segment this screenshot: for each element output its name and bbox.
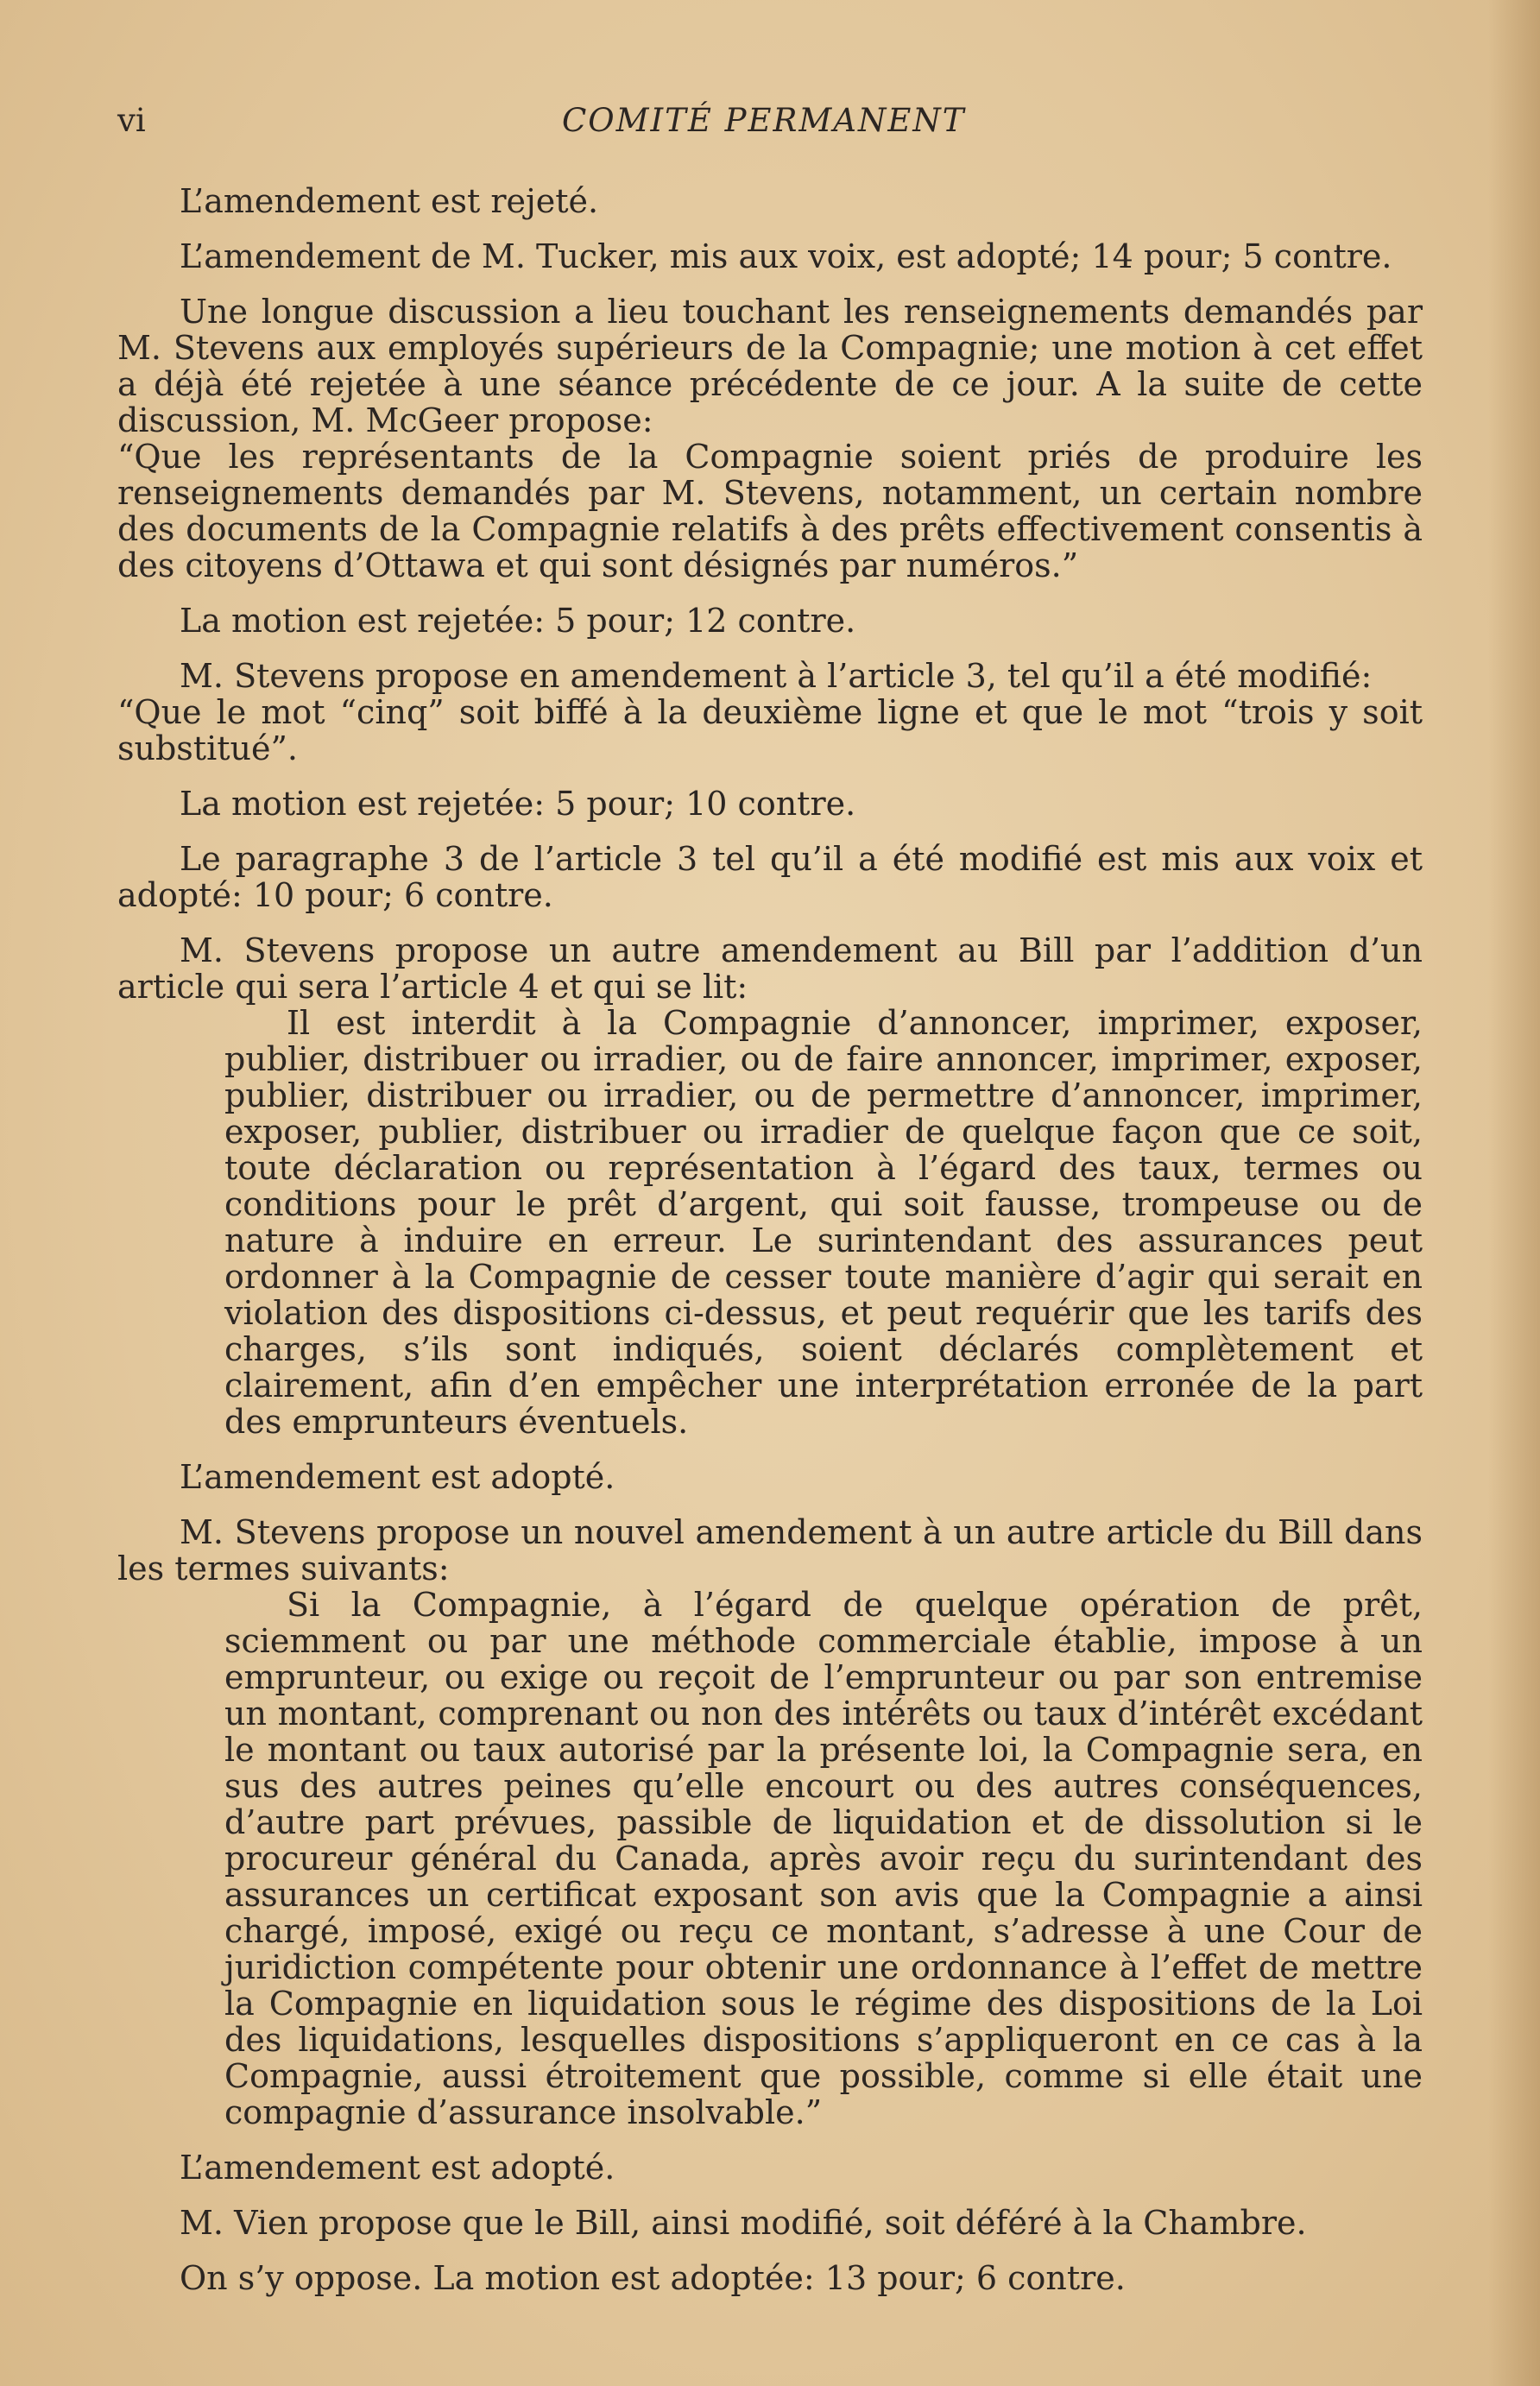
article-4-quote: Il est interdit à la Compagnie d’annoncer, imprimer, exposer, publier, distribuer ou irradier, ou de faire annoncer, imprimer, exposer, publier, distribuer ou irradier, ou de permettre d’annoncer, imprimer, exposer, publier, distribuer ou irradier de quelque façon que ce soit, toute déclaration ou représentation à l’égard des taux, termes ou conditions pour le prêt d’argent, qui soit fausse, trompeuse ou de nature à induire en erreur. Le surintendant des assurances peut ordonner à la Compagnie de cesser toute manière d’agir qui serait en violation des dispositions ci-dessus, et peut requérir que les tarifs des charges, s’ils sont indiqués, soient déclarés complètement et clairement, afin d’en empêcher une interprétation erronée de la part des emprunteurs éventuels. [224, 1004, 1423, 1441]
page-header [117, 102, 1423, 150]
motion-quote: “Que le mot “cinq” soit biffé à la deuxième ligne et que le mot “trois y soit substitué”. [117, 693, 1423, 767]
paragraph: L’amendement est adopté. [180, 2149, 615, 2187]
paragraph: L’amendement de M. Tucker, mis aux voix, est adopté; 14 pour; 5 contre. [180, 237, 1392, 275]
paragraph: La motion est rejetée: 5 pour; 10 contre. [180, 785, 856, 823]
paragraph: Le paragraphe 3 de l’article 3 tel qu’il a été modifié est mis aux voix et adopté: 10 pour; 6 contre. [117, 840, 1423, 914]
paragraph: M. Stevens propose un autre amendement au Bill par l’addition d’un article qui sera l’article 4 et qui se lit: [117, 931, 1423, 1006]
paragraph: L’amendement est rejeté. [180, 182, 599, 220]
paragraph: La motion est rejetée: 5 pour; 12 contre. [180, 602, 856, 640]
page-edge-shadow [1488, 0, 1540, 2386]
paragraph: Une longue discussion a lieu touchant les renseignements demandés par M. Stevens aux employés supérieurs de la Compagnie; une motion à cet effet a déjà été rejetée à une séance précédente de ce jour. A la suite de cette discussion, M. McGeer propose: [117, 293, 1423, 439]
paragraph: On s’y oppose. La motion est adoptée: 13 pour; 6 contre. [180, 2259, 1126, 2297]
document-body [117, 183, 1423, 2296]
page-number: vi [117, 102, 146, 139]
paragraph: M. Stevens propose un nouvel amendement à un autre article du Bill dans les termes suivants: [117, 1513, 1423, 1588]
paragraph: L’amendement est adopté. [180, 1458, 615, 1496]
motion-quote: “Que les représentants de la Compagnie soient priés de produire les renseignements demandés par M. Stevens, notamment, un certain nombre des documents de la Compagnie relatifs à des prêts effectivement consentis à des citoyens d’Ottawa et qui sont désignés par numéros.” [117, 438, 1423, 584]
document-page [117, 102, 1423, 2296]
paragraph: M. Vien propose que le Bill, ainsi modifié, soit déféré à la Chambre. [180, 2204, 1307, 2242]
running-title: COMITÉ PERMANENT [562, 102, 966, 139]
paragraph: M. Stevens propose en amendement à l’article 3, tel qu’il a été modifié: [180, 657, 1373, 695]
amendment-quote: Si la Compagnie, à l’égard de quelque opération de prêt, sciemment ou par une méthode commerciale établie, impose à un emprunteur, ou exige ou reçoit de l’emprunteur ou par son entremise un montant, comprenant ou non des intérêts ou taux d’intérêt excédant le montant ou taux autorisé par la présente loi, la Compagnie sera, en sus des autres peines qu’elle encourt ou des autres conséquences, d’autre part prévues, passible de liquidation et de dissolution si le procureur général du Canada, après avoir reçu du surintendant des assurances un certificat exposant son avis que la Compagnie a ainsi chargé, imposé, exigé ou reçu ce montant, s’adresse à une Cour de juridiction compétente pour obtenir une ordonnance à l’effet de mettre la Compagnie en liquidation sous le régime des dispositions de la Loi des liquidations, lesquelles dispositions s’appliqueront en ce cas à la Compagnie, aussi étroitement que possible, comme si elle était une compagnie d’assurance insolvable.” [224, 1586, 1423, 2131]
